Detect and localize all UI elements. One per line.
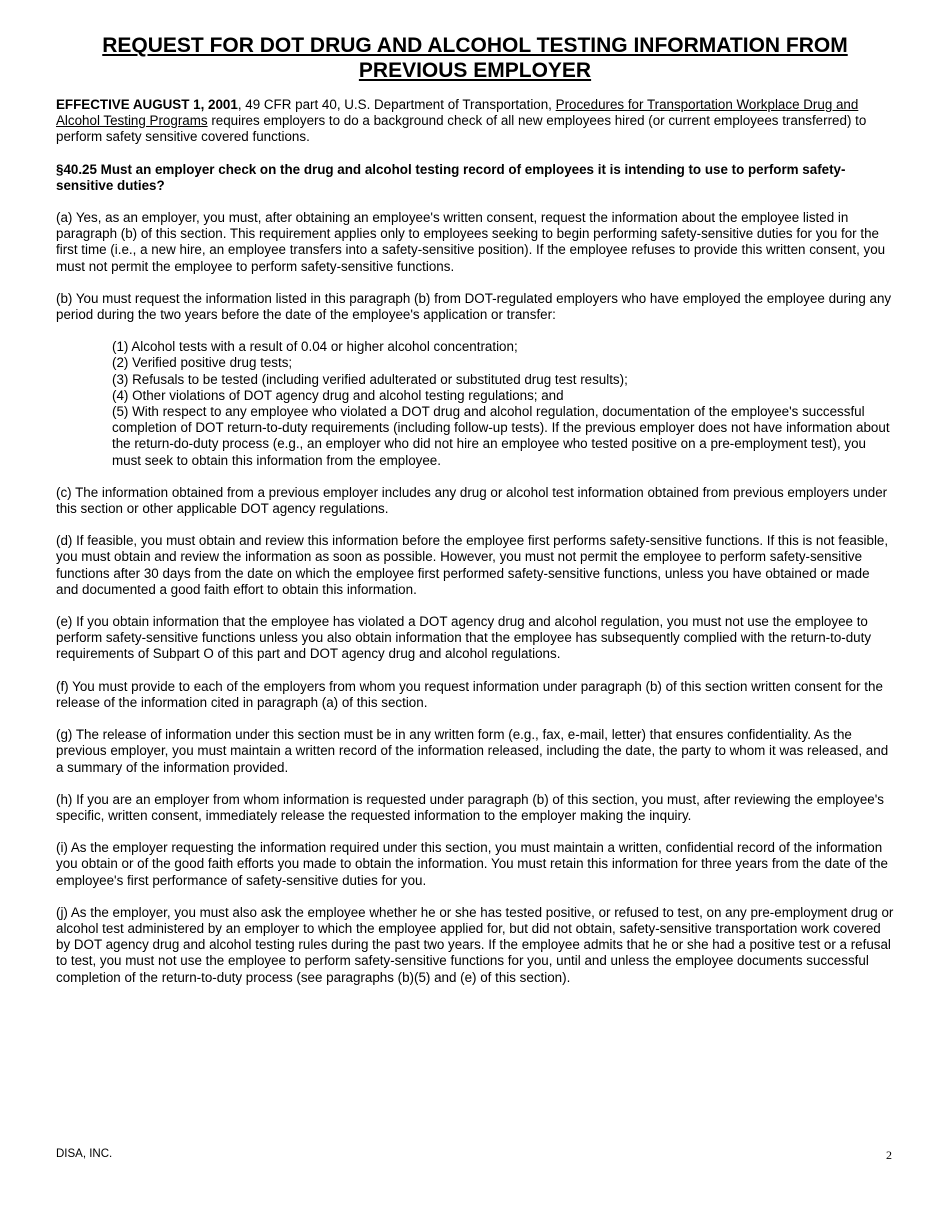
intro-text-2: requires employers to do a background check of all new employees hired (or current employees transferred) to perform safety sensitive covered functions.: [56, 113, 867, 145]
section-heading: §40.25 Must an employer check on the drug and alcohol testing record of employees it is intending to use to perform safety-sensitive duties?: [56, 161, 846, 193]
paragraph-b-list: [112, 339, 894, 469]
effective-date: EFFECTIVE AUGUST 1, 2001: [56, 97, 238, 112]
list-item: (3) Refusals to be tested (including verified adulterated or substituted drug test results);: [112, 371, 628, 387]
intro-paragraph: [56, 97, 894, 146]
paragraph-e: (e) If you obtain information that the employee has violated a DOT agency drug and alcohol regulation, you must not use the employee to perform safety-sensitive functions unless you also obtain information that the employee has subsequently complied with the return-to-duty requirements of Subpart O of this part and DOT agency drug and alcohol regulations.: [56, 614, 872, 662]
regulation-title: Procedures for Transportation Workplace Drug and Alcohol Testing Programs: [56, 97, 859, 129]
list-item: (1) Alcohol tests with a result of 0.04 or higher alcohol concentration;: [112, 339, 518, 355]
list-item: (4) Other violations of DOT agency drug and alcohol testing regulations; and: [112, 387, 564, 403]
list-item: (2) Verified positive drug tests;: [112, 355, 293, 371]
paragraph-i: (i) As the employer requesting the information required under this section, you must maintain a written, confidential record of the information you obtain or of the good faith efforts you made to obtain the information. You must retain this information for three years from the date of the employee's first performance of safety-sensitive duties for you.: [56, 840, 888, 888]
footer-company: DISA, INC.: [56, 1148, 113, 1160]
page-title: REQUEST FOR DOT DRUG AND ALCOHOL TESTING INFORMATION FROM PREVIOUS EMPLOYER: [102, 34, 848, 82]
list-item: (5) With respect to any employee who violated a DOT drug and alcohol regulation, documentation of the employee's successful completion of DOT return-to-duty requirements (including follow-up tests). If the previous employer does not have information about the return-do-duty process (e.g., an employer who did not hire an employee who tested positive on a pre-employment test), you must seek to obtain this information from the employee.: [112, 404, 890, 468]
paragraph-a: (a) Yes, as an employer, you must, after obtaining an employee's written consent, request the information about the employee listed in paragraph (b) of this section. This requirement applies only to employees seeking to begin performing safety-sensitive duties for you for the first time (i.e., a new hire, an employee transfers into a safety-sensitive position). If the employee refuses to provide this written consent, you must not permit the employee to perform safety-sensitive functions.: [56, 210, 886, 274]
page-number: 2: [886, 1148, 892, 1162]
paragraph-d: (d) If feasible, you must obtain and review this information before the employee first performs safety-sensitive functions. If this is not feasible, you must obtain and review the information as soon as possible. However, you must not permit the employee to perform safety-sensitive functions after 30 days from the date on which the employee first performed safety-sensitive functions, unless you have obtained or made and documented a good faith effort to obtain this information.: [56, 533, 889, 597]
paragraph-g: (g) The release of information under this section must be in any written form (e.g., fax, e-mail, letter) that ensures confidentiality. As the previous employer, you must maintain a written record of the information released, including the date, the party to whom it was released, and a summary of the information provided.: [56, 727, 889, 775]
paragraph-h: (h) If you are an employer from whom information is requested under paragraph (b) of this section, you must, after reviewing the employee's specific, written consent, immediately release the requested information to the employer making the inquiry.: [56, 791, 884, 823]
document-page: [56, 33, 894, 1002]
paragraph-f: (f) You must provide to each of the employers from whom you request information under paragraph (b) of this section written consent for the release of the information cited in paragraph (a) of this section.: [56, 678, 883, 710]
paragraph-b: (b) You must request the information listed in this paragraph (b) from DOT-regulated employers who have employed the employee during any period during the two years before the date of the employee's application or transfer:: [56, 290, 892, 323]
intro-text-1: , 49 CFR part 40, U.S. Department of Transportation,: [237, 97, 556, 112]
paragraph-j: (j) As the employer, you must also ask the employee whether he or she has tested positive, or refused to test, on any pre-employment drug or alcohol test administered by an employer to which the employee applied for, but did not obtain, safety-sensitive transportation work covered by DOT agency drug and alcohol testing rules during the past two years. If the employee admits that he or she had a positive test or a refusal to test, you must not use the employee to perform safety-sensitive functions for you, until and unless the employee documents successful completion of the return-to-duty process (see paragraphs (b)(5) and (e) of this section).: [56, 904, 894, 985]
paragraph-c: (c) The information obtained from a previous employer includes any drug or alcohol test information obtained from previous employers under this section or other applicable DOT agency regulations.: [56, 484, 888, 517]
